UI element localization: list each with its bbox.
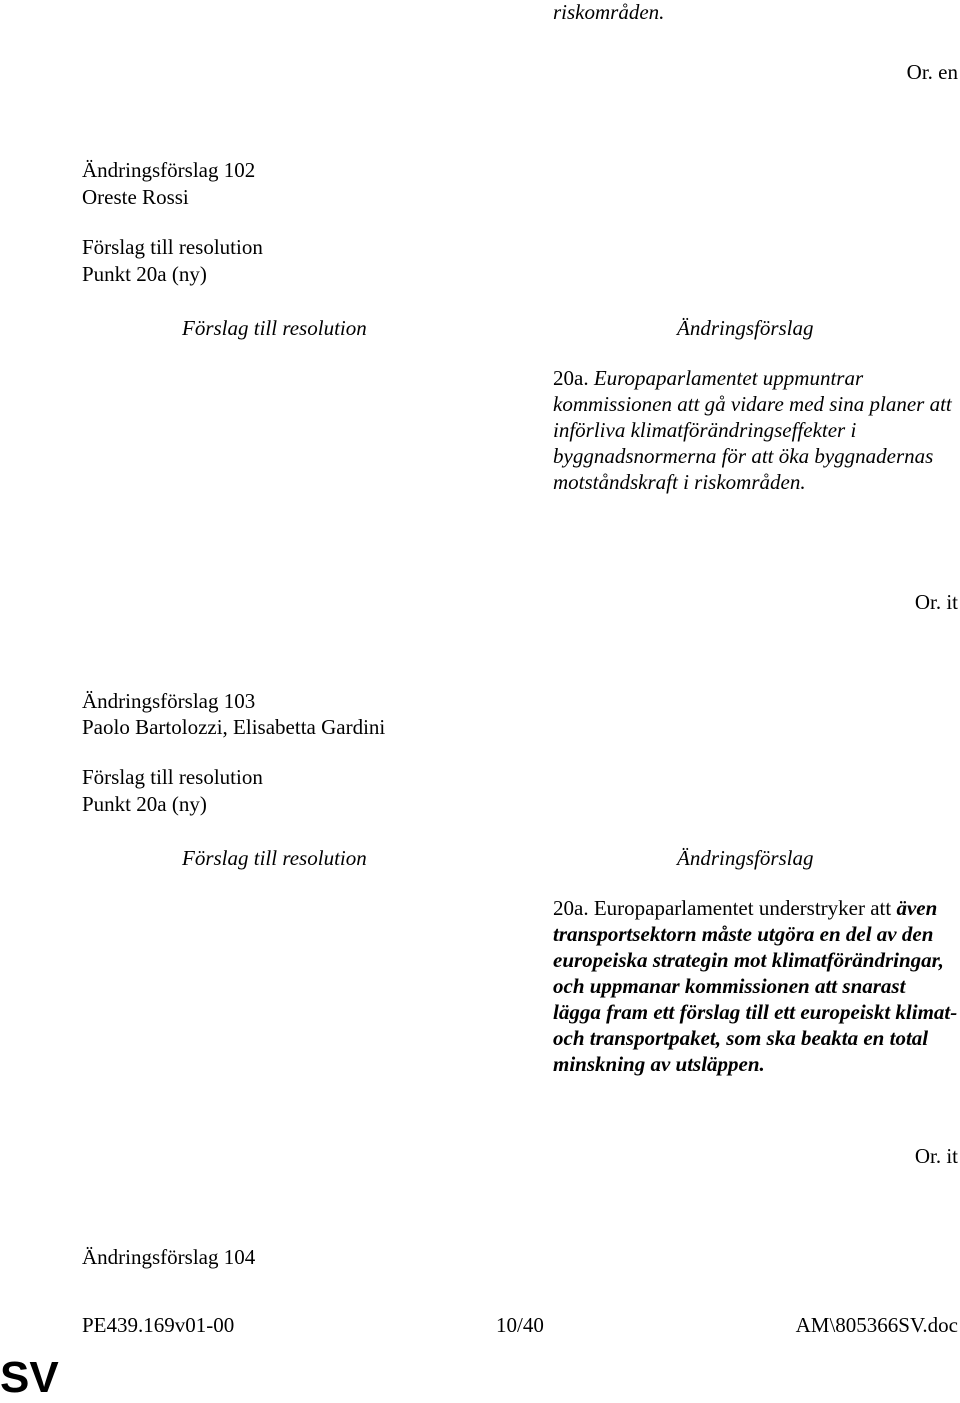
amendment-text — [553, 365, 958, 495]
amendment-author: Oreste Rossi — [82, 185, 189, 209]
point-reference: Punkt 20a (ny) — [82, 792, 207, 816]
origin-language: Or. en — [906, 60, 958, 84]
amendment-number: 20a. — [553, 366, 589, 390]
amendment-body: Europaparlamentet uppmuntrar kommissionen att gå vidare med sina planer att införliva klimatförändringseffekter i byggnadsnormerna för att öka byggnadernas motståndskraft i riskområden. — [553, 366, 952, 494]
document-reference: Förslag till resolution — [82, 235, 263, 259]
document-reference: Förslag till resolution — [82, 765, 263, 789]
amendment-title: Ändringsförslag 103 — [82, 689, 256, 713]
amendment-body-inserted: även transportsektorn måste utgöra en del av den europeiska strategin mot klimatförändringar, och uppmanar kommissionen att snarast lägga fram ett förslag till ett europeiskt klimat- och transportpaket, som ska beakta en total minskning av utsläppen. — [553, 896, 958, 1076]
continuation-text: riskområden. — [553, 0, 665, 24]
amendment-text — [553, 895, 958, 1077]
footer-file-reference: AM\805366SV.doc — [795, 1313, 958, 1337]
amendment-title: Ändringsförslag 102 — [82, 158, 256, 182]
amendment-author: Paolo Bartolozzi, Elisabetta Gardini — [82, 715, 386, 739]
column-heading-amendment: Ändringsförslag — [677, 846, 814, 870]
column-heading-original: Förslag till resolution — [182, 846, 367, 870]
amendment-title: Ändringsförslag 104 — [82, 1245, 256, 1269]
footer-document-number: PE439.169v01-00 — [82, 1313, 235, 1337]
origin-language: Or. it — [914, 590, 958, 614]
column-heading-amendment: Ändringsförslag — [677, 316, 814, 340]
footer-page-number: 10/40 — [496, 1313, 544, 1337]
column-heading-original: Förslag till resolution — [182, 316, 367, 340]
origin-language: Or. it — [914, 1144, 958, 1168]
point-reference: Punkt 20a (ny) — [82, 262, 207, 286]
amendment-body-unchanged: Europaparlamentet understryker att — [593, 896, 892, 920]
language-tag: SV — [0, 1353, 59, 1402]
amendment-number: 20a. — [553, 896, 589, 920]
